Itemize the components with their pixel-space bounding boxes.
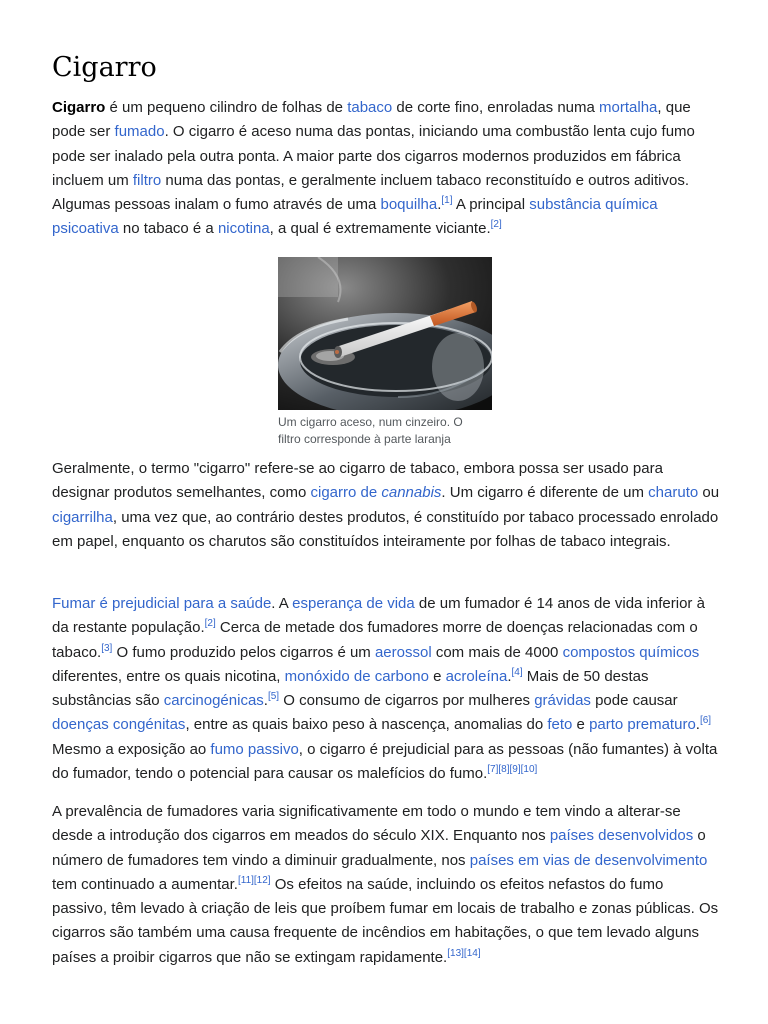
link-gravidas[interactable]: grávidas	[534, 692, 591, 710]
paragraph-prevalence	[52, 800, 722, 970]
text-span: .	[695, 716, 700, 734]
reference-sup	[268, 691, 279, 702]
text-span: .	[263, 692, 268, 710]
link-carcinogenicas[interactable]: carcinogénicas	[163, 692, 264, 710]
text-span: . O cigarro é aceso numa das pontas, iniciando uma combustão lenta cujo fumo pode ser inalado pela outra ponta. A maior parte dos cigarros modernos produzidos em fábrica incluem um	[52, 123, 695, 189]
text-span: diferentes, entre os quais nicotina,	[52, 667, 285, 685]
reference-link[interactable]: [11]	[237, 874, 254, 886]
reference-link[interactable]: [1]	[441, 195, 453, 207]
text-span: O consumo de cigarros por mulheres	[279, 692, 535, 710]
link-monoxido-de-carbono[interactable]: monóxido de carbono	[284, 667, 429, 685]
intro-paragraph	[52, 96, 722, 242]
reference-sup	[441, 195, 452, 206]
link-text-italic: cannabis	[381, 484, 442, 502]
link-feto[interactable]: feto	[547, 716, 573, 734]
text-span: Mesmo a exposição ao	[52, 740, 211, 758]
paragraph-definition	[52, 457, 722, 554]
link-esperanca-de-vida[interactable]: esperança de vida	[292, 595, 415, 612]
text-span: no tabaco é a	[118, 220, 218, 238]
text-span: numa das pontas, e geralmente incluem tabaco reconstituído e outros aditivos. Algumas pessoas inalam o fumo através de uma	[52, 171, 690, 214]
link-boquilha[interactable]: boquilha	[380, 196, 438, 214]
reference-link[interactable]: [12]	[253, 874, 271, 886]
reference-sup	[491, 219, 502, 230]
text-span: , entre as quais baixo peso à nascença, anomalias do	[185, 716, 548, 734]
link-mortalha[interactable]: mortalha	[599, 99, 658, 116]
text-span: A principal	[452, 196, 530, 214]
text-span: . A	[271, 595, 293, 612]
text-span: de corte fino, enroladas numa	[392, 99, 600, 116]
text-span: com mais de 4000	[431, 643, 563, 661]
link-text: cigarro de	[310, 484, 382, 502]
reference-link[interactable]: [4]	[511, 666, 523, 678]
reference-sup	[700, 715, 711, 726]
text-span: O fumo produzido pelos cigarros é um	[112, 643, 375, 661]
reference-link[interactable]: [2]	[204, 618, 216, 630]
text-span: o número de fumadores tem vindo a diminuir gradualmente, nos	[52, 827, 706, 869]
link-charuto[interactable]: charuto	[648, 484, 699, 502]
reference-link[interactable]: [3]	[101, 642, 113, 654]
text-span: , uma vez que, ao contrário destes produtos, é constituído por tabaco processado enrolado em papel, enquanto os charutos são constituídos inteiramente por folhas de tabaco integrais.	[52, 508, 719, 550]
link-paises-em-vias-de-desenvolvimento[interactable]: países em vias de desenvolvimento	[469, 851, 708, 869]
text-span: Geralmente, o termo "cigarro" refere-se ao cigarro de tabaco, embora possa ser usado para designar produtos semelhantes, como	[52, 460, 663, 502]
link-doencas-congenitas[interactable]: doenças congénitas	[52, 716, 186, 734]
figure-caption: Um cigarro aceso, num cinzeiro. O filtro corresponde à parte laranja	[278, 415, 463, 446]
paragraph-health	[52, 592, 722, 786]
reference-link[interactable]: [2]	[490, 219, 502, 231]
term-bold: Cigarro	[52, 99, 106, 116]
link-cigarro-de-cannabis[interactable]	[310, 484, 441, 501]
text-span: ou	[698, 484, 720, 502]
link-cigarrilha[interactable]: cigarrilha	[52, 508, 113, 526]
text-span: e	[572, 716, 590, 734]
reference-sup	[205, 618, 216, 629]
link-paises-desenvolvidos[interactable]: países desenvolvidos	[549, 827, 694, 845]
link-fumar-prejudicial[interactable]: Fumar é prejudicial para a saúde	[52, 595, 272, 612]
figure-cigarette	[278, 257, 492, 448]
text-span: . Um cigarro é diferente de um	[441, 484, 649, 502]
text-span: Os efeitos na saúde, incluindo os efeitos nefastos do fumo passivo, têm levado à criação de leis que proíbem fumar em locais de trabalho e zonas públicas. Os cigarros são também uma causa frequente de incêndios em habitações, o que tem levado alguns países a proibir cigarros que não se extingam rapidamente.	[52, 875, 719, 966]
text-span: de um fumador é 14 anos de vida inferior à da restante população.	[52, 595, 705, 637]
text-span: Mais de 50 destas substâncias são	[52, 667, 649, 710]
link-tabaco[interactable]: tabaco	[347, 99, 393, 116]
reference-link[interactable]: [6]	[699, 715, 712, 727]
link-acroleina[interactable]: acroleína	[445, 667, 508, 685]
link-aerossol[interactable]: aerossol	[374, 643, 432, 661]
reference-link[interactable]: [9]	[509, 764, 521, 776]
text-span: A prevalência de fumadores varia significativamente em todo o mundo e tem vindo a alterar-se desde a introdução dos cigarros em meados do século XIX. Enquanto nos	[52, 803, 681, 845]
text-span: e	[428, 667, 446, 685]
link-compostos-quimicos[interactable]: compostos químicos	[562, 643, 700, 661]
cigarette-ashtray-image[interactable]	[278, 257, 492, 410]
text-span: .	[437, 196, 442, 214]
reference-sup	[511, 667, 522, 678]
text-span: , que pode ser	[52, 99, 691, 141]
link-fumado[interactable]: fumado	[114, 123, 165, 141]
link-substancia-quimica-psicoativa[interactable]: substância química psicoativa	[52, 196, 658, 238]
text-span: tem continuado a aumentar.	[52, 875, 238, 893]
reference-sup	[487, 764, 537, 775]
text-span: .	[507, 667, 512, 685]
reference-link[interactable]: [7]	[487, 764, 499, 776]
reference-link[interactable]: [14]	[463, 947, 481, 959]
reference-sup	[101, 643, 112, 654]
text-span: , a qual é extremamente viciante.	[269, 220, 491, 238]
reference-link[interactable]: [5]	[267, 691, 280, 703]
link-parto-prematuro[interactable]: parto prematuro	[589, 716, 696, 734]
reference-link[interactable]: [8]	[498, 764, 510, 776]
reference-sup	[238, 875, 271, 886]
link-fumo-passivo[interactable]: fumo passivo	[210, 740, 299, 758]
page-title: Cigarro	[52, 52, 157, 83]
link-filtro[interactable]: filtro	[132, 171, 162, 189]
reference-link[interactable]: [10]	[520, 764, 538, 776]
reference-link[interactable]: [13]	[447, 947, 464, 959]
text-span: pode causar	[590, 692, 678, 710]
link-nicotina[interactable]: nicotina	[217, 220, 270, 238]
text-span: Cerca de metade dos fumadores morre de doenças relacionadas com o tabaco.	[52, 619, 698, 661]
reference-sup	[447, 948, 480, 959]
text-span: , o cigarro é prejudicial para as pessoas (não fumantes) à volta do fumador, tendo o potencial para causar os malefícios do fumo.	[52, 740, 718, 783]
text-span: é um pequeno cilindro de folhas de	[105, 99, 348, 116]
